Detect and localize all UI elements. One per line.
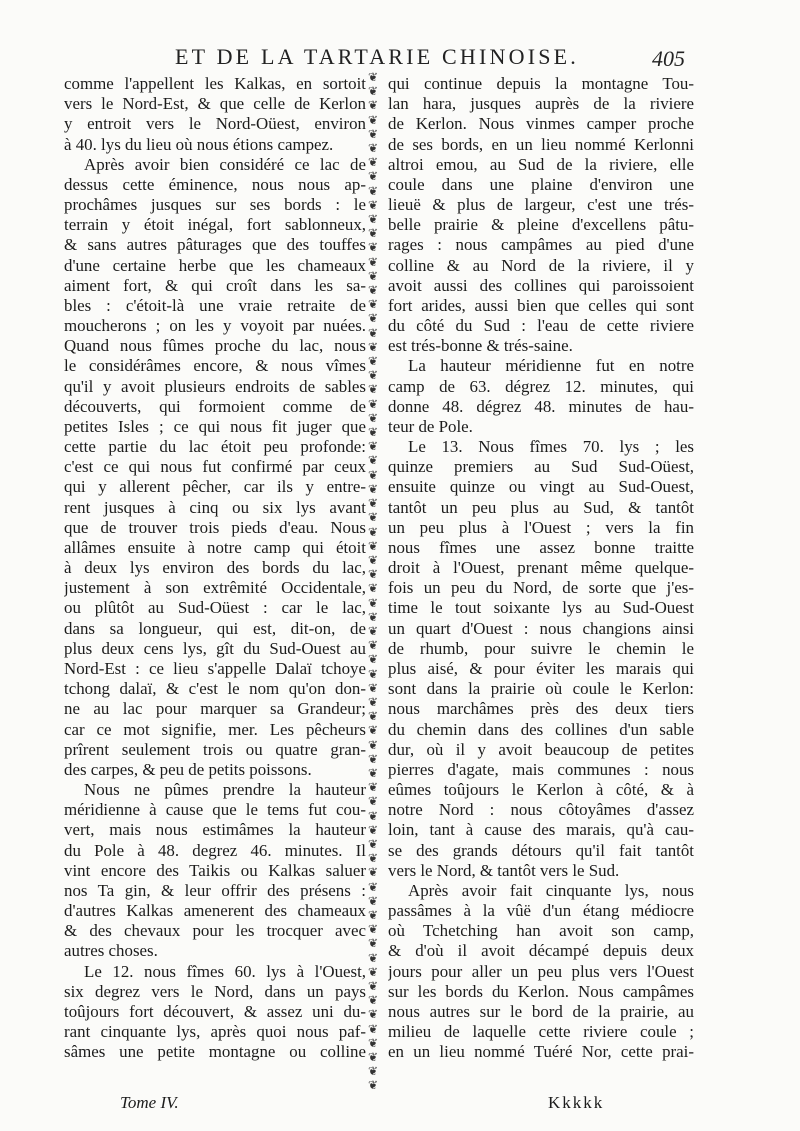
left-column-line: Quand nous fûmes proche du lac, nous xyxy=(64,336,366,356)
left-column-line: qui y allerent pêcher, car ils y entre- xyxy=(64,477,366,497)
ornament-glyph-icon: ❦ xyxy=(367,623,379,638)
ornament-glyph-icon: ❦ xyxy=(367,155,379,170)
right-column-line: rages : nous campâmes au pied d'une xyxy=(388,235,694,255)
ornament-glyph-icon: ❦ xyxy=(367,723,379,738)
ornament-glyph-icon: ❦ xyxy=(367,467,379,482)
right-column-line: notre Nord : nous côtoyâmes d'assez xyxy=(388,800,694,820)
ornament-glyph-icon: ❦ xyxy=(367,1007,379,1022)
ornament-glyph-icon: ❦ xyxy=(367,382,379,397)
right-column-line: jours pour aller un peu plus vers l'Ouest xyxy=(388,961,694,981)
left-column-line: dessus cette éminence, nous nous ap- xyxy=(64,174,366,194)
right-column-line: dur, où il y avoit beaucoup de petites xyxy=(388,739,694,759)
left-column-line: méridienne à cause que le tems fut cou- xyxy=(64,800,366,820)
right-column-line: ensuite quinze ou vingt au Sud-Ouest, xyxy=(388,477,694,497)
ornament-glyph-icon: ❦ xyxy=(367,354,379,369)
ornament-glyph-icon: ❦ xyxy=(367,169,379,184)
right-column-line: loin, tant à cause des marais, qu'à cau- xyxy=(388,820,694,840)
right-column-line: en un lieu nommé Tuéré Nor, cette prai- xyxy=(388,1042,694,1062)
ornament-glyph-icon: ❦ xyxy=(367,84,379,99)
right-column-line: fort arides, aussi bien que celles qui sont xyxy=(388,295,694,315)
ornament-glyph-icon: ❦ xyxy=(367,70,379,84)
left-column-line: dans sa longueur, qui est, dit-on, de xyxy=(64,618,366,638)
left-column-line: aiment fort, & qui croît dans les sa- xyxy=(64,275,366,295)
left-column-line: à deux lys environ des bords du lac, xyxy=(64,558,366,578)
left-column-line: vers le Nord-Est, & que celle de Kerlon xyxy=(64,94,366,114)
ornament-glyph-icon: ❦ xyxy=(367,240,379,255)
left-column-line: rent jusques à cinq ou six lys avant xyxy=(64,497,366,517)
ornament-glyph-icon: ❦ xyxy=(367,979,379,993)
ornament-glyph-icon: ❦ xyxy=(367,283,379,298)
page-number: 405 xyxy=(652,46,685,71)
ornament-glyph-icon: ❦ xyxy=(367,325,379,340)
right-column-line: donne 48. dégrez 48. minutes de hau- xyxy=(388,396,694,416)
text-column-right xyxy=(388,74,694,1062)
ornament-glyph-icon: ❦ xyxy=(367,581,379,596)
ornament-glyph-icon: ❦ xyxy=(367,709,379,724)
left-column-line: d'autres Kalkas amenerent des chameaux xyxy=(64,901,366,921)
right-column-line: passâmes à la vûë d'un étang médiocre xyxy=(388,901,694,921)
ornament-glyph-icon: ❦ xyxy=(367,141,379,156)
right-column-line: altroi emou, au Sud de la riviere, elle xyxy=(388,154,694,174)
right-column-line: de ses bords, en un lieu nommé Kerlonni xyxy=(388,134,694,154)
left-column-line: découverts, qui formoient comme de xyxy=(64,396,366,416)
right-column-line: & d'où il avoit décampé depuis deux xyxy=(388,941,694,961)
left-column-line: six degrez vers le Nord, dans un pays xyxy=(64,981,366,1001)
ornament-glyph-icon: ❦ xyxy=(367,595,379,610)
right-column-line: lan hara, jusques auprès de la riviere xyxy=(388,94,694,114)
right-column-line: camp de 63. dégrez 12. minutes, qui xyxy=(388,376,694,396)
left-column-line: vint encore des Taikis ou Kalkas saluer xyxy=(64,860,366,880)
ornament-glyph-icon: ❦ xyxy=(367,524,379,539)
right-column-line: La hauteur méridienne fut en notre xyxy=(408,356,694,376)
left-column-line: d'une certaine herbe que les chameaux xyxy=(64,255,366,275)
page-footer xyxy=(0,1093,800,1117)
ornament-glyph-icon: ❦ xyxy=(367,794,379,809)
left-column-line: prochâmes jusques sur ses bords : le xyxy=(64,195,366,215)
left-column-line: & sans autres pâturages que des touffes xyxy=(64,235,366,255)
left-column-line: comme l'appellent les Kalkas, en sortoit xyxy=(64,74,366,93)
ornament-glyph-icon: ❦ xyxy=(367,1021,379,1036)
right-column-line: de Kerlon. Nous vinmes camper proche xyxy=(388,114,694,134)
ornament-glyph-icon: ❦ xyxy=(367,453,379,468)
left-column-line: Nous ne pûmes prendre la hauteur xyxy=(84,780,366,800)
left-column-line: que de trouver trois pieds d'eau. Nous xyxy=(64,517,366,537)
right-column-line: un peu plus à l'Ouest ; vers la fin xyxy=(388,517,694,537)
left-column-line: Le 12. nous fîmes 60. lys à l'Ouest, xyxy=(84,961,366,981)
right-column-line: est trés-bonne & trés-saine. xyxy=(388,336,573,356)
left-column-line: toûjours fort découvert, & assez uni du- xyxy=(64,1001,366,1021)
ornament-glyph-icon: ❦ xyxy=(367,183,379,198)
ornament-glyph-icon: ❦ xyxy=(367,1035,379,1050)
right-column-line: du côté du Sud : l'eau de cette riviere xyxy=(388,316,694,336)
ornament-glyph-icon: ❦ xyxy=(367,964,379,979)
ornament-glyph-icon: ❦ xyxy=(367,297,379,312)
left-column-line: autres choses. xyxy=(64,941,158,961)
ornament-glyph-icon: ❦ xyxy=(367,922,379,937)
running-title: ET DE LA TARTARIE CHINOISE. xyxy=(175,44,580,69)
ornament-glyph-icon: ❦ xyxy=(367,212,379,227)
left-column-line: tchong dalaï, & c'est le nom qu'on don- xyxy=(64,679,366,699)
left-column-line: y entroit vers le Nord-Oüest, environ xyxy=(64,114,366,134)
left-column-line: c'est ce qui nous fut confirmé par ceux xyxy=(64,457,366,477)
right-column-line: nous fîmes une assez bonne traitte xyxy=(388,537,694,557)
right-column-line: droit à l'Ouest, prenant même quelque- xyxy=(388,558,694,578)
ornament-glyph-icon: ❦ xyxy=(367,254,379,269)
ornament-glyph-icon: ❦ xyxy=(367,836,379,851)
ornament-glyph-icon: ❦ xyxy=(367,879,379,894)
ornament-glyph-icon: ❦ xyxy=(367,609,379,624)
left-column-line: sâmes une petite montagne ou colline xyxy=(64,1042,366,1062)
right-column-line: coule dans une plaine d'environ une xyxy=(388,174,694,194)
left-column-line: bles : c'étoit-là une vraie retraite de xyxy=(64,295,366,315)
right-column-line: sont dans la prairie où coule le Kerlon: xyxy=(388,679,694,699)
right-column-line: colline & au Nord de la riviere, il y xyxy=(388,255,694,275)
right-column-line: belle prairie & pleine d'excellens pâtu- xyxy=(388,215,694,235)
ornament-glyph-icon: ❦ xyxy=(367,1078,379,1090)
right-column-line: fois un peu du Nord, de sorte que j'es- xyxy=(388,578,694,598)
ornament-glyph-icon: ❦ xyxy=(367,425,379,440)
ornament-glyph-icon: ❦ xyxy=(367,737,379,752)
ornament-glyph-icon: ❦ xyxy=(367,822,379,837)
ornament-glyph-icon: ❦ xyxy=(367,808,379,823)
right-column-line: milieu de laquelle cette riviere coule ; xyxy=(388,1022,694,1042)
ornament-glyph-icon: ❦ xyxy=(367,439,379,454)
ornament-glyph-icon: ❦ xyxy=(367,510,379,525)
left-column-line: des carpes, & peu de petits poissons. xyxy=(64,759,312,779)
ornament-glyph-icon: ❦ xyxy=(367,268,379,283)
right-column-line: pierres d'agate, mais communes : nous xyxy=(388,759,694,779)
left-column-line: le considérâmes encore, & nous vîmes xyxy=(64,356,366,376)
left-column-line: du Pole à 48. degrez 46. minutes. Il xyxy=(64,840,366,860)
ornament-glyph-icon: ❦ xyxy=(367,907,379,922)
right-column-line: nous autres sur le bord de la prairie, au xyxy=(388,1001,694,1021)
running-head xyxy=(0,38,800,78)
right-column-line: vers le Nord, & tantôt vers le Sud. xyxy=(388,860,620,880)
ornament-glyph-icon: ❦ xyxy=(367,410,379,425)
right-column-line: tantôt un peu plus au Sud, & tantôt xyxy=(388,497,694,517)
left-column-line: terrain y étoit inégal, fort sablonneux, xyxy=(64,215,366,235)
left-column-line: ne au lac pour marquer sa Grandeur; xyxy=(64,699,366,719)
right-column-line: du chemin dans des collines d'un sable xyxy=(388,719,694,739)
text-column-left xyxy=(64,74,366,1062)
right-column-line: eûmes toûjours le Kerlon à côté, & à xyxy=(388,780,694,800)
right-column-line: Après avoir fait cinquante lys, nous xyxy=(408,880,694,900)
left-column-line: ou plûtôt au Sud-Oüest : car le lac, xyxy=(64,598,366,618)
left-column-line: Après avoir bien considéré ce lac de xyxy=(84,154,366,174)
right-column-line: time le tout soixante lys au Sud-Ouest xyxy=(388,598,694,618)
right-column-line: se des grands détours qu'il fait tantôt xyxy=(388,840,694,860)
ornament-glyph-icon: ❦ xyxy=(367,552,379,567)
left-column-line: car ce mot signifie, mer. Les pêcheurs xyxy=(64,719,366,739)
ornament-glyph-icon: ❦ xyxy=(367,1050,379,1065)
ornament-glyph-icon: ❦ xyxy=(367,481,379,496)
left-column-line: & des chevaux pour les trocquer avec xyxy=(64,921,366,941)
left-column-line: plus deux cens lys, gît du Sud-Ouest au xyxy=(64,638,366,658)
ornament-glyph-icon: ❦ xyxy=(367,893,379,908)
ornament-glyph-icon: ❦ xyxy=(367,197,379,212)
volume-label: Tome IV. xyxy=(120,1093,179,1112)
right-column-line: sur les bords du Kerlon. Nous campâmes xyxy=(388,981,694,1001)
ornament-glyph-icon: ❦ xyxy=(367,652,379,667)
left-column-line: Nord-Est : ce lieu s'appelle Dalaï tchoye xyxy=(64,658,366,678)
right-column-line: de rhumb, pour suivre le chemin le xyxy=(388,638,694,658)
ornament-glyph-icon: ❦ xyxy=(367,993,379,1008)
ornament-glyph-icon: ❦ xyxy=(367,1064,379,1079)
ornament-glyph-icon: ❦ xyxy=(367,765,379,780)
ornament-glyph-icon: ❦ xyxy=(367,851,379,866)
left-column-line: petites Isles ; ce qui nous fit juger que xyxy=(64,416,366,436)
left-column-line: moucherons ; on les y voyoit par nuées. xyxy=(64,316,366,336)
right-column-line: qui continue depuis la montagne Tou- xyxy=(388,74,694,93)
left-column-line: justement à son extrêmité Occidentale, xyxy=(64,578,366,598)
right-column-line: quinze premiers au Sud Sud-Oüest, xyxy=(388,457,694,477)
ornament-glyph-icon: ❦ xyxy=(367,567,379,582)
right-column-line: où Tchetching han avoit son camp, xyxy=(388,921,694,941)
left-column-line: prîrent seulement trois ou quatre gran- xyxy=(64,739,366,759)
ornament-glyph-icon: ❦ xyxy=(367,751,379,766)
ornament-glyph-icon: ❦ xyxy=(367,936,379,951)
ornament-glyph-icon: ❦ xyxy=(367,311,379,326)
left-column-line: rant cinquante lys, après quoi nous paf- xyxy=(64,1022,366,1042)
right-column-line: teur de Pole. xyxy=(388,416,473,436)
ornament-glyph-icon: ❦ xyxy=(367,666,379,681)
ornament-glyph-icon: ❦ xyxy=(367,496,379,511)
left-column-line: allâmes ensuite à notre camp qui étoit xyxy=(64,537,366,557)
right-column-line: avoit aussi des collines qui paroissoient xyxy=(388,275,694,295)
column-divider-ornament xyxy=(365,70,381,1090)
left-column-line: à 40. lys du lieu où nous étions campez. xyxy=(64,134,334,154)
left-column-line: cette partie du lac étoit peu profonde: xyxy=(64,437,366,457)
ornament-glyph-icon: ❦ xyxy=(367,368,379,383)
ornament-glyph-icon: ❦ xyxy=(367,680,379,695)
printer-signature: Kkkkk xyxy=(548,1093,605,1112)
ornament-glyph-icon: ❦ xyxy=(367,126,379,141)
left-column-line: vert, mais nous estimâmes la hauteur xyxy=(64,820,366,840)
ornament-glyph-icon: ❦ xyxy=(367,780,379,795)
right-column-line: un quart d'Ouest : nous changions ainsi xyxy=(388,618,694,638)
ornament-glyph-icon: ❦ xyxy=(367,226,379,241)
right-column-line: Le 13. Nous fîmes 70. lys ; les xyxy=(408,437,694,457)
left-column-line: nos Ta gin, & leur offrir des présens : xyxy=(64,880,366,900)
ornament-glyph-icon: ❦ xyxy=(367,694,379,709)
right-column-line: nous marchâmes près des deux tiers xyxy=(388,699,694,719)
ornament-glyph-icon: ❦ xyxy=(367,112,379,127)
right-column-line: lieuë & plus de largeur, c'est une trés- xyxy=(388,195,694,215)
right-column-line: plus aisé, & pour éviter les marais qui xyxy=(388,658,694,678)
ornament-glyph-icon: ❦ xyxy=(367,638,379,653)
ornament-glyph-icon: ❦ xyxy=(367,950,379,965)
ornament-glyph-icon: ❦ xyxy=(367,98,379,113)
ornament-glyph-icon: ❦ xyxy=(367,865,379,880)
ornament-glyph-icon: ❦ xyxy=(367,538,379,553)
ornament-glyph-icon: ❦ xyxy=(367,339,379,354)
left-column-line: qu'il y avoit plusieurs endroits de sables xyxy=(64,376,366,396)
ornament-glyph-icon: ❦ xyxy=(367,396,379,411)
